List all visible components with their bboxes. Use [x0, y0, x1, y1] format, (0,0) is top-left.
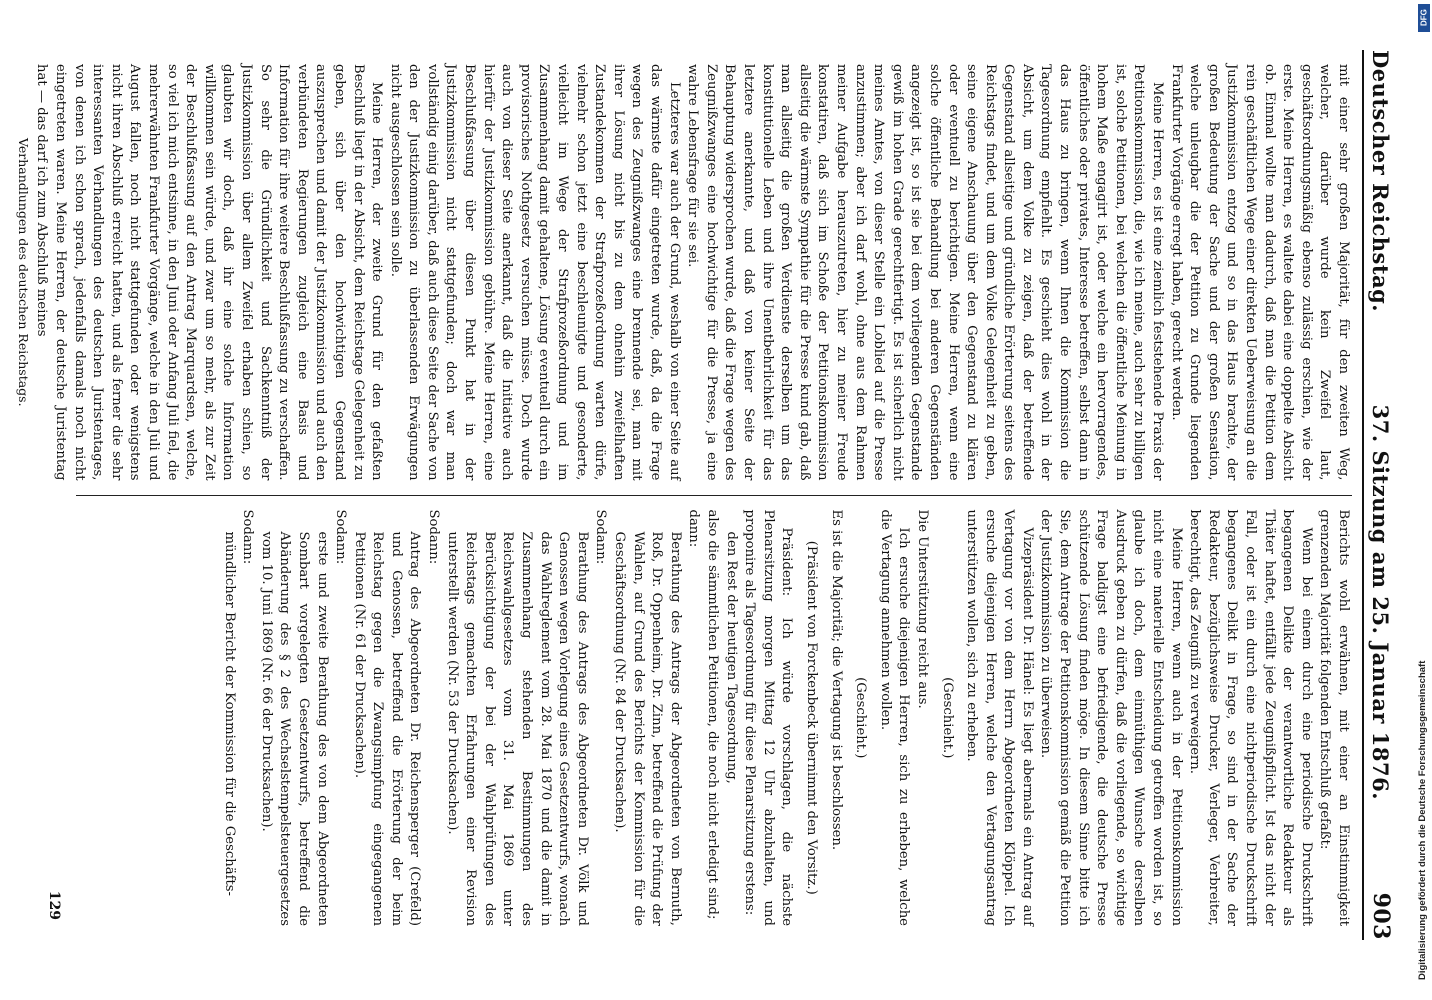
paragraph: erste und zweite Berathung des von dem Abgeordneten Sombart vorgelegten Gesetzentwurfs, betreffend die Abänderung des § 2 des Wechselstempelsteuergesetzes vom 10. Juni 1869 (Nr. 66 der Drucksachen). [258, 531, 330, 926]
stage-direction: (Geschieht.) [853, 677, 869, 759]
paragraph: also die sämmtlichen Petitionen, die noch nicht erledigt sind; [705, 509, 720, 920]
page-number: 903 [1368, 892, 1394, 940]
header-session: 37. Sitzung am 25. Januar 1876. [1368, 404, 1393, 801]
stage-direction: (Präsident von Forckenbeck übernimmt den Vorsitz.) [803, 540, 819, 895]
paragraph: Sodann: [333, 509, 349, 565]
paragraph: Sodann: [426, 509, 442, 565]
paragraph: Berichts wohl erwähnen, mit einer an Einstimmigkeit grenzenden Majorität folgenden Entschluß gefaßt: [1317, 509, 1351, 926]
sheet-signature: 129 [46, 890, 62, 920]
paragraph: Sodann: [593, 509, 609, 565]
right-column [76, 496, 1352, 941]
paragraph: Sodann: [240, 509, 256, 565]
paragraph: Letzteres war auch der Grund, weshalb von einer Seite auf das wärmste dafür eingetreten wurde, daß, da die Frage wegen des Zeugnißzwanges eine brennende sei, man mit ihrer Lösung nicht bis zu dem ohnehin zweifelhaften Zustandekommen der Strafprozeßordnung warten dürfe, vielmehr schon jetzt eine beschleunigte und gesonderte, vielleicht im Wege der Strafprozeßordnung und im Zusammenhang damit gehaltene, Lösung eventuell durch ein provisorisches Nothgesetz versuchen müsse. Doch wurde auch von dieser Seite anerkannt, daß die Initiative auch hierfür der Justizkommission gebühre. Meine Herren, eine Beschlußfassung über diesen Punkt hat in der Justizkommission nicht stattgefunden; doch war man vollständig einig darüber, daß auch diese Seite der Sache von den der Justizkommission zu überlassenden Erwägungen nicht ausgeschlossen sein solle. [387, 64, 682, 481]
footer-line: Verhandlungen des deutschen Reichstags. [15, 137, 31, 407]
paragraph: Berathung des Antrags des Abgeordneten Dr. Völk und Genossen wegen Vorlegung eines Gesetzentwurfs, wonach das Wahlreglement vom 28. Mai 1870 und die damit in Zusammenhang stehenden Bestimmungen des Reichswahlgesetzes vom 31. Mai 1869 unter Berücksichtigung der bei der Wahlprüfungen des Reichstags gemachten Erfahrungen einer Revision unterstellt werden (Nr. 53 der Drucksachen). [444, 531, 590, 926]
paragraph: Meine Herren, es ist eine ziemlich feststehende Praxis der Petitionskommission, die, wie ich meine, auch sehr zu billigen ist, solche Petitionen, bei welchen die öffentliche Meinung in hohem Maße engagirt ist, oder welche ein hervorragendes, öffentliches oder privates, Interesse betreffen, selbst dann in das Haus zu bringen, wenn Ihnen die Kommission die Tagesordnung empfiehlt. Es geschieht dies wohl in der Absicht, um dem Volke zu zeigen, daß der betreffende Gegenstand allseitige und gründliche Erörterung seitens des Reichstags findet, und um dem Volke Gelegenheit zu geben, seine eigene Anschauung über den Gegenstand zu klären oder eventuell zu berichtigen. Meine Herren, wenn eine solche öffentliche Behandlung bei anderen Gegenständen angezeigt ist, so ist sie bei dem vorliegenden Gegenstande gewiß im hohen Grade gerechtfertigt. Es ist sicherlich nicht meines Amtes, von dieser Stelle ein Loblied auf die Presse anzustimmen; aber ich darf wohl, ohne aus dem Rahmen meiner Aufgabe herauszutreten, hier zu meiner Freude konstatiren, daß sich im Schoße der Petitionskommission allseitig die wärmste Sympathie für die Presse kund gab, daß man allseitig die großen Verdienste derselben um das konstitutionelle Leben und ihre Unentbehrlichkeit für das letztere anerkannte, und daß von keiner Seite der Behauptung widersprochen wurde, daß die Frage wegen des Zeugnißzwanges eine hochwichtige für die Presse, ja eine wahre Lebensfrage für sie sei. [685, 64, 1166, 481]
paragraph: Antrag des Abgeordneten Dr. Reichensperger (Crefeld) und Genossen, betreffend die Erörterung der beim Reichstag gegen die Zwangsimpfung eingegangenen Petitionen (Nr. 61 der Drucksachen). [351, 531, 423, 926]
running-head [1362, 50, 1398, 940]
paragraph: mit einer sehr großen Majorität, für den zweiten Weg, welcher, darüber wurde kein Zweifel laut, geschäftsordnungsmäßig ebenso zulässig erschien, wie der erste. Meine Herren, es waltete dabei eine doppelte Absicht ob. Einmal wollte man dadurch, daß man die Petition dem rein geschäftlichen Wege einer direkten Ueberweisung an die Justizkommission entzog und so in das Haus brachte, der großen Bedeutung der Sache und der großen Sensation, welche unleugbar die der Petition zu Grunde liegenden Frankfurter Vorgänge erregt haben, gerecht werden. [1168, 64, 1351, 481]
header-publication: Deutscher Reichstag. [1368, 50, 1393, 313]
paragraph: dann: [686, 509, 702, 548]
paragraph: Meine Herren, der zweite Grund für den gefaßten Beschluß liegt in der Absicht, dem Reichstage Gelegenheit zu geben, sich über den hochwichtigen Gegenstand auszusprechen und damit der Justizkommission und auch den verbündeten Regierungen zugleich eine Basis und Information für ihre weitere Beschlußfassung zu verschaffen. So sehr die Gründlichkeit und Sachkenntniß der Justizkommission über allem Zweifel erhaben schien, so glaubten wir doch, daß ihr eine solche Information willkommen sein würde, und zwar um so mehr, als zur Zeit der Beschlußfassung auf den Antrag Marquardsen, welche, so viel ich mich entsinne, in den Juni oder Anfang Juli fiel, die mehrerwähnten Frankfurter Vorgänge, welche in den Juli und August fallen, noch nicht stattgefunden oder wenigstens nicht ihren Abschluß erreicht hatten, und als ferner die sehr interessanten Verhandlungen des deutschen Juristentages, von denen ich schon sprach, jedenfalls damals noch nicht eingetreten waren. Meine Herren, der deutsche Juristentag hat — das darf ich zum Abschluß meines [34, 64, 385, 481]
paragraph: Präsident: Ich würde vorschlagen, die nächste Plenarsitzung morgen Mittag 12 Uhr abzuhalten, und proponire als Tagesordnung für diese Plenarsitzung erstens: [742, 509, 795, 926]
paragraph: Ich ersuche diejenigen Herren, sich zu erheben, welche die Vertagung annehmen wollen. [877, 509, 912, 926]
paragraph: Vizepräsident Dr. Hänel: Es liegt abermals ein Antrag auf Vertagung vor von dem Herrn Abgeordneten Klöppel. Ich ersuche diejenigen Herren, welche den Vertagungsantrag unterstützen wollen, sich zu erheben. [964, 509, 1035, 926]
paragraph: Die Unterstützung reicht aus. [914, 509, 930, 709]
paragraph: mündlicher Bericht der Kommission für die Geschäfts- [221, 531, 237, 896]
paragraph: Wenn bei einem durch eine periodische Druckschrift begangenen Delikte der verantwortliche Redakteur als Thäter haftet, entfällt jede Zeugnißpflicht. Ist das nicht der Fall, oder ist ein durch eine nichtperiodische Druckschrift begangenes Delikt in Frage, so sind in der Sache der Redakteur, bezüglichsweise Drucker, Verleger, Verbreiter, berechtigt, das Zeugniß zu verweigern. [1187, 509, 1314, 926]
rotated-page [16, 20, 1416, 980]
dfg-logo-icon: DFG [1418, 4, 1430, 32]
paragraph: Meine Herren, wenn auch in der Petitionskommission nicht eine materielle Entscheidung getroffen worden ist, so glaube ich doch, dem einmüthigen Wunsche derselben Ausdruck geben zu dürfen, daß die vorliegende, so wichtige Frage baldigst eine befriedigende, die deutsche Presse schützende Lösung finden möge. In diesem Sinne bitte ich Sie, dem Antrage der Petitionskommission gemäß die Petition der Justizkommission zu überweisen. [1038, 509, 1184, 926]
paragraph: Berathung des Antrags der Abgeordneten von Bernuth, Roß, Dr. Oppenheim, Dr. Zinn, betreffend die Prüfung der Wahlen, auf Grund des Berichts der Kommission für die Geschäftsordnung (Nr. 84 der Drucksachen). [612, 531, 683, 926]
funding-notice: Digitalisierung gefördert durch die Deutsche Forschungsgemeinschaft [1417, 660, 1428, 980]
paragraph: Es ist die Majorität; die Vertagung ist beschlossen. [828, 509, 844, 851]
paragraph: den Rest der heutigen Tagesordnung, [723, 531, 739, 784]
stage-direction: (Geschieht.) [939, 677, 955, 759]
left-column [15, 50, 1352, 495]
digitization-sidebar [1416, 0, 1432, 1000]
